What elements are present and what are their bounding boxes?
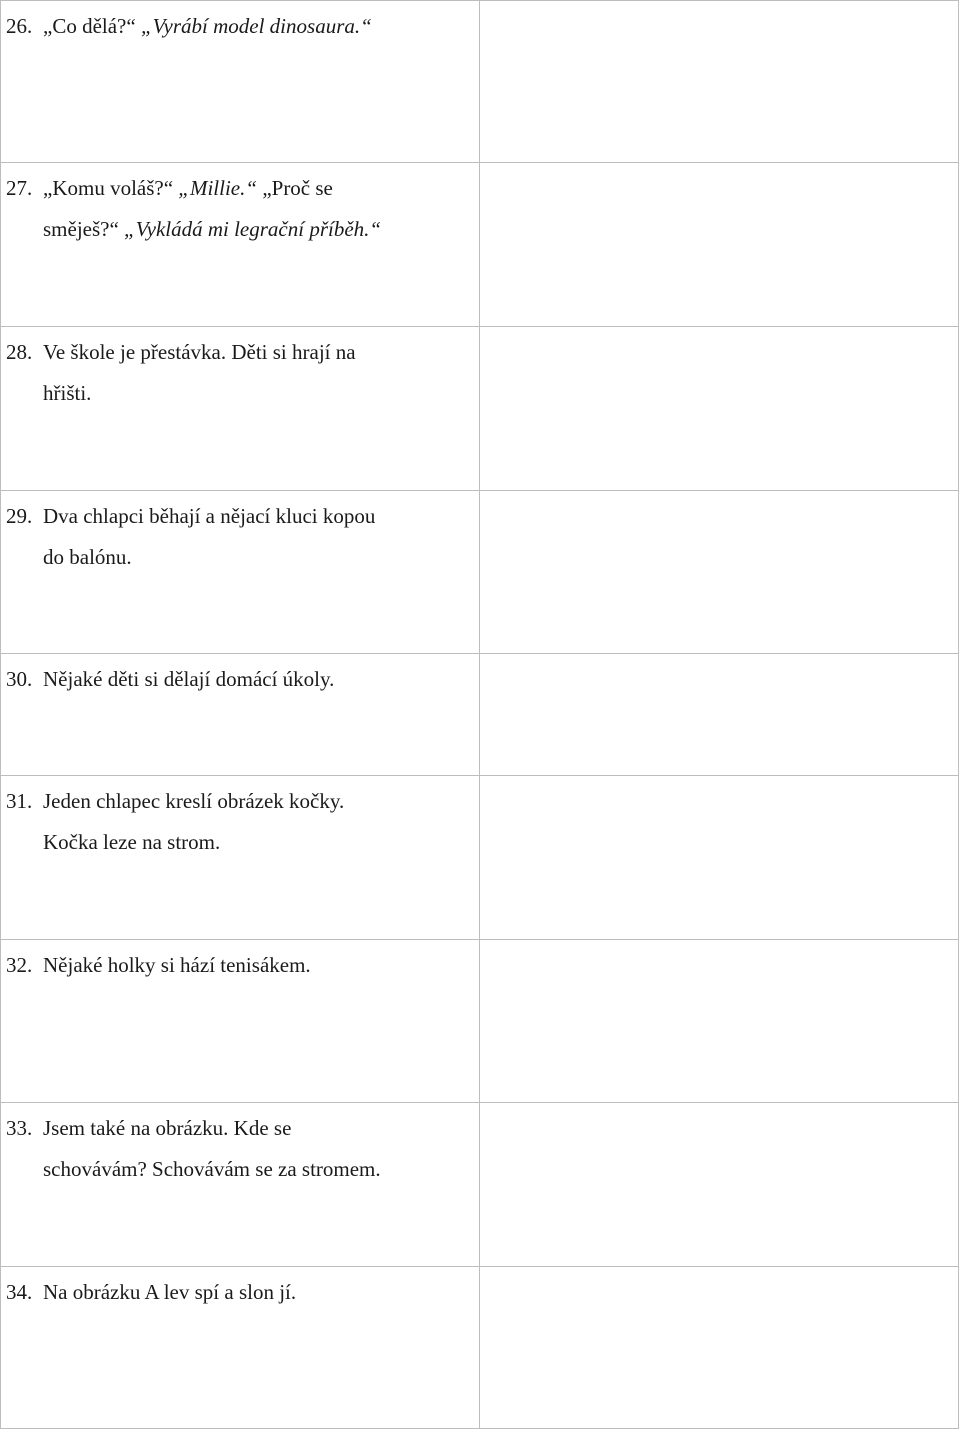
sentence-cell [1, 163, 480, 327]
sentence-line [43, 667, 334, 691]
sentence-fragment: směješ?“ [43, 217, 125, 241]
sentence-fragment: Kočka leze na strom. [43, 830, 221, 854]
sentence-line [43, 381, 91, 405]
sentence-line [43, 545, 132, 569]
item-number: 32. [6, 953, 33, 977]
answer-cell[interactable] [480, 1103, 959, 1267]
sentence-line [43, 953, 311, 977]
sentence-line [43, 340, 356, 364]
sentence-line [43, 1280, 296, 1304]
table-row [1, 1, 959, 163]
sentence-line [43, 504, 375, 528]
sentence-line [43, 14, 372, 38]
sentence-fragment-italic: „Millie.“ [178, 176, 258, 200]
item-number: 28. [6, 340, 33, 364]
answer-cell[interactable] [480, 776, 959, 940]
sentence-fragment-italic: „Vykládá mi legrační příběh.“ [124, 217, 382, 241]
worksheet-rows [1, 1, 959, 1429]
sentence-fragment: Nějaké holky si hází tenisákem. [43, 953, 311, 977]
sentence-fragment-italic: „Vyrábí model dinosaura.“ [140, 14, 372, 38]
sentence-fragment: „Co dělá?“ [43, 14, 141, 38]
item-number: 31. [6, 789, 33, 813]
answer-cell[interactable] [480, 654, 959, 776]
table-row [1, 654, 959, 776]
sentence-cell [1, 1, 480, 163]
table-row [1, 327, 959, 491]
sentence-fragment: Ve škole je přestávka. Děti si hrají na [43, 340, 356, 364]
item-number: 29. [6, 504, 33, 528]
answer-cell[interactable] [480, 163, 959, 327]
answer-cell[interactable] [480, 491, 959, 654]
sentence-fragment: Dva chlapci běhají a nějací kluci kopou [43, 504, 376, 528]
sentence-line [43, 1116, 291, 1140]
table-row [1, 1103, 959, 1267]
sentence-cell [1, 940, 480, 1103]
table-row [1, 163, 959, 327]
sentence-cell [1, 327, 480, 491]
item-number: 33. [6, 1116, 33, 1140]
item-number: 27. [6, 176, 33, 200]
sentence-cell [1, 654, 480, 776]
table-row [1, 1267, 959, 1429]
sentence-fragment: „Komu voláš?“ [43, 176, 179, 200]
table-row [1, 491, 959, 654]
sentence-fragment: schovávám? Schovávám se za stromem. [43, 1157, 381, 1181]
table-row [1, 776, 959, 940]
sentence-line [43, 176, 333, 200]
sentence-fragment: hřišti. [43, 381, 92, 405]
sentence-cell [1, 1267, 480, 1429]
sentence-line [43, 1157, 381, 1181]
sentence-fragment: Jeden chlapec kreslí obrázek kočky. [43, 789, 345, 813]
sentence-fragment: do balónu. [43, 545, 132, 569]
sentence-fragment: „Proč se [257, 176, 333, 200]
item-number: 30. [6, 667, 33, 691]
answer-cell[interactable] [480, 1267, 959, 1429]
sentence-line [43, 789, 344, 813]
sentence-fragment: Jsem také na obrázku. Kde se [43, 1116, 292, 1140]
sentence-cell [1, 1103, 480, 1267]
sentence-fragment: Na obrázku A lev spí a slon jí. [43, 1280, 297, 1304]
sentence-cell [1, 776, 480, 940]
sentence-cell [1, 491, 480, 654]
answer-cell[interactable] [480, 940, 959, 1103]
answer-cell[interactable] [480, 327, 959, 491]
table-row [1, 940, 959, 1103]
item-number: 34. [6, 1280, 33, 1304]
answer-cell[interactable] [480, 1, 959, 163]
sentence-fragment: Nějaké děti si dělají domácí úkoly. [43, 667, 335, 691]
item-number: 26. [6, 14, 33, 38]
sentence-line [43, 830, 220, 854]
sentence-line [43, 217, 381, 241]
